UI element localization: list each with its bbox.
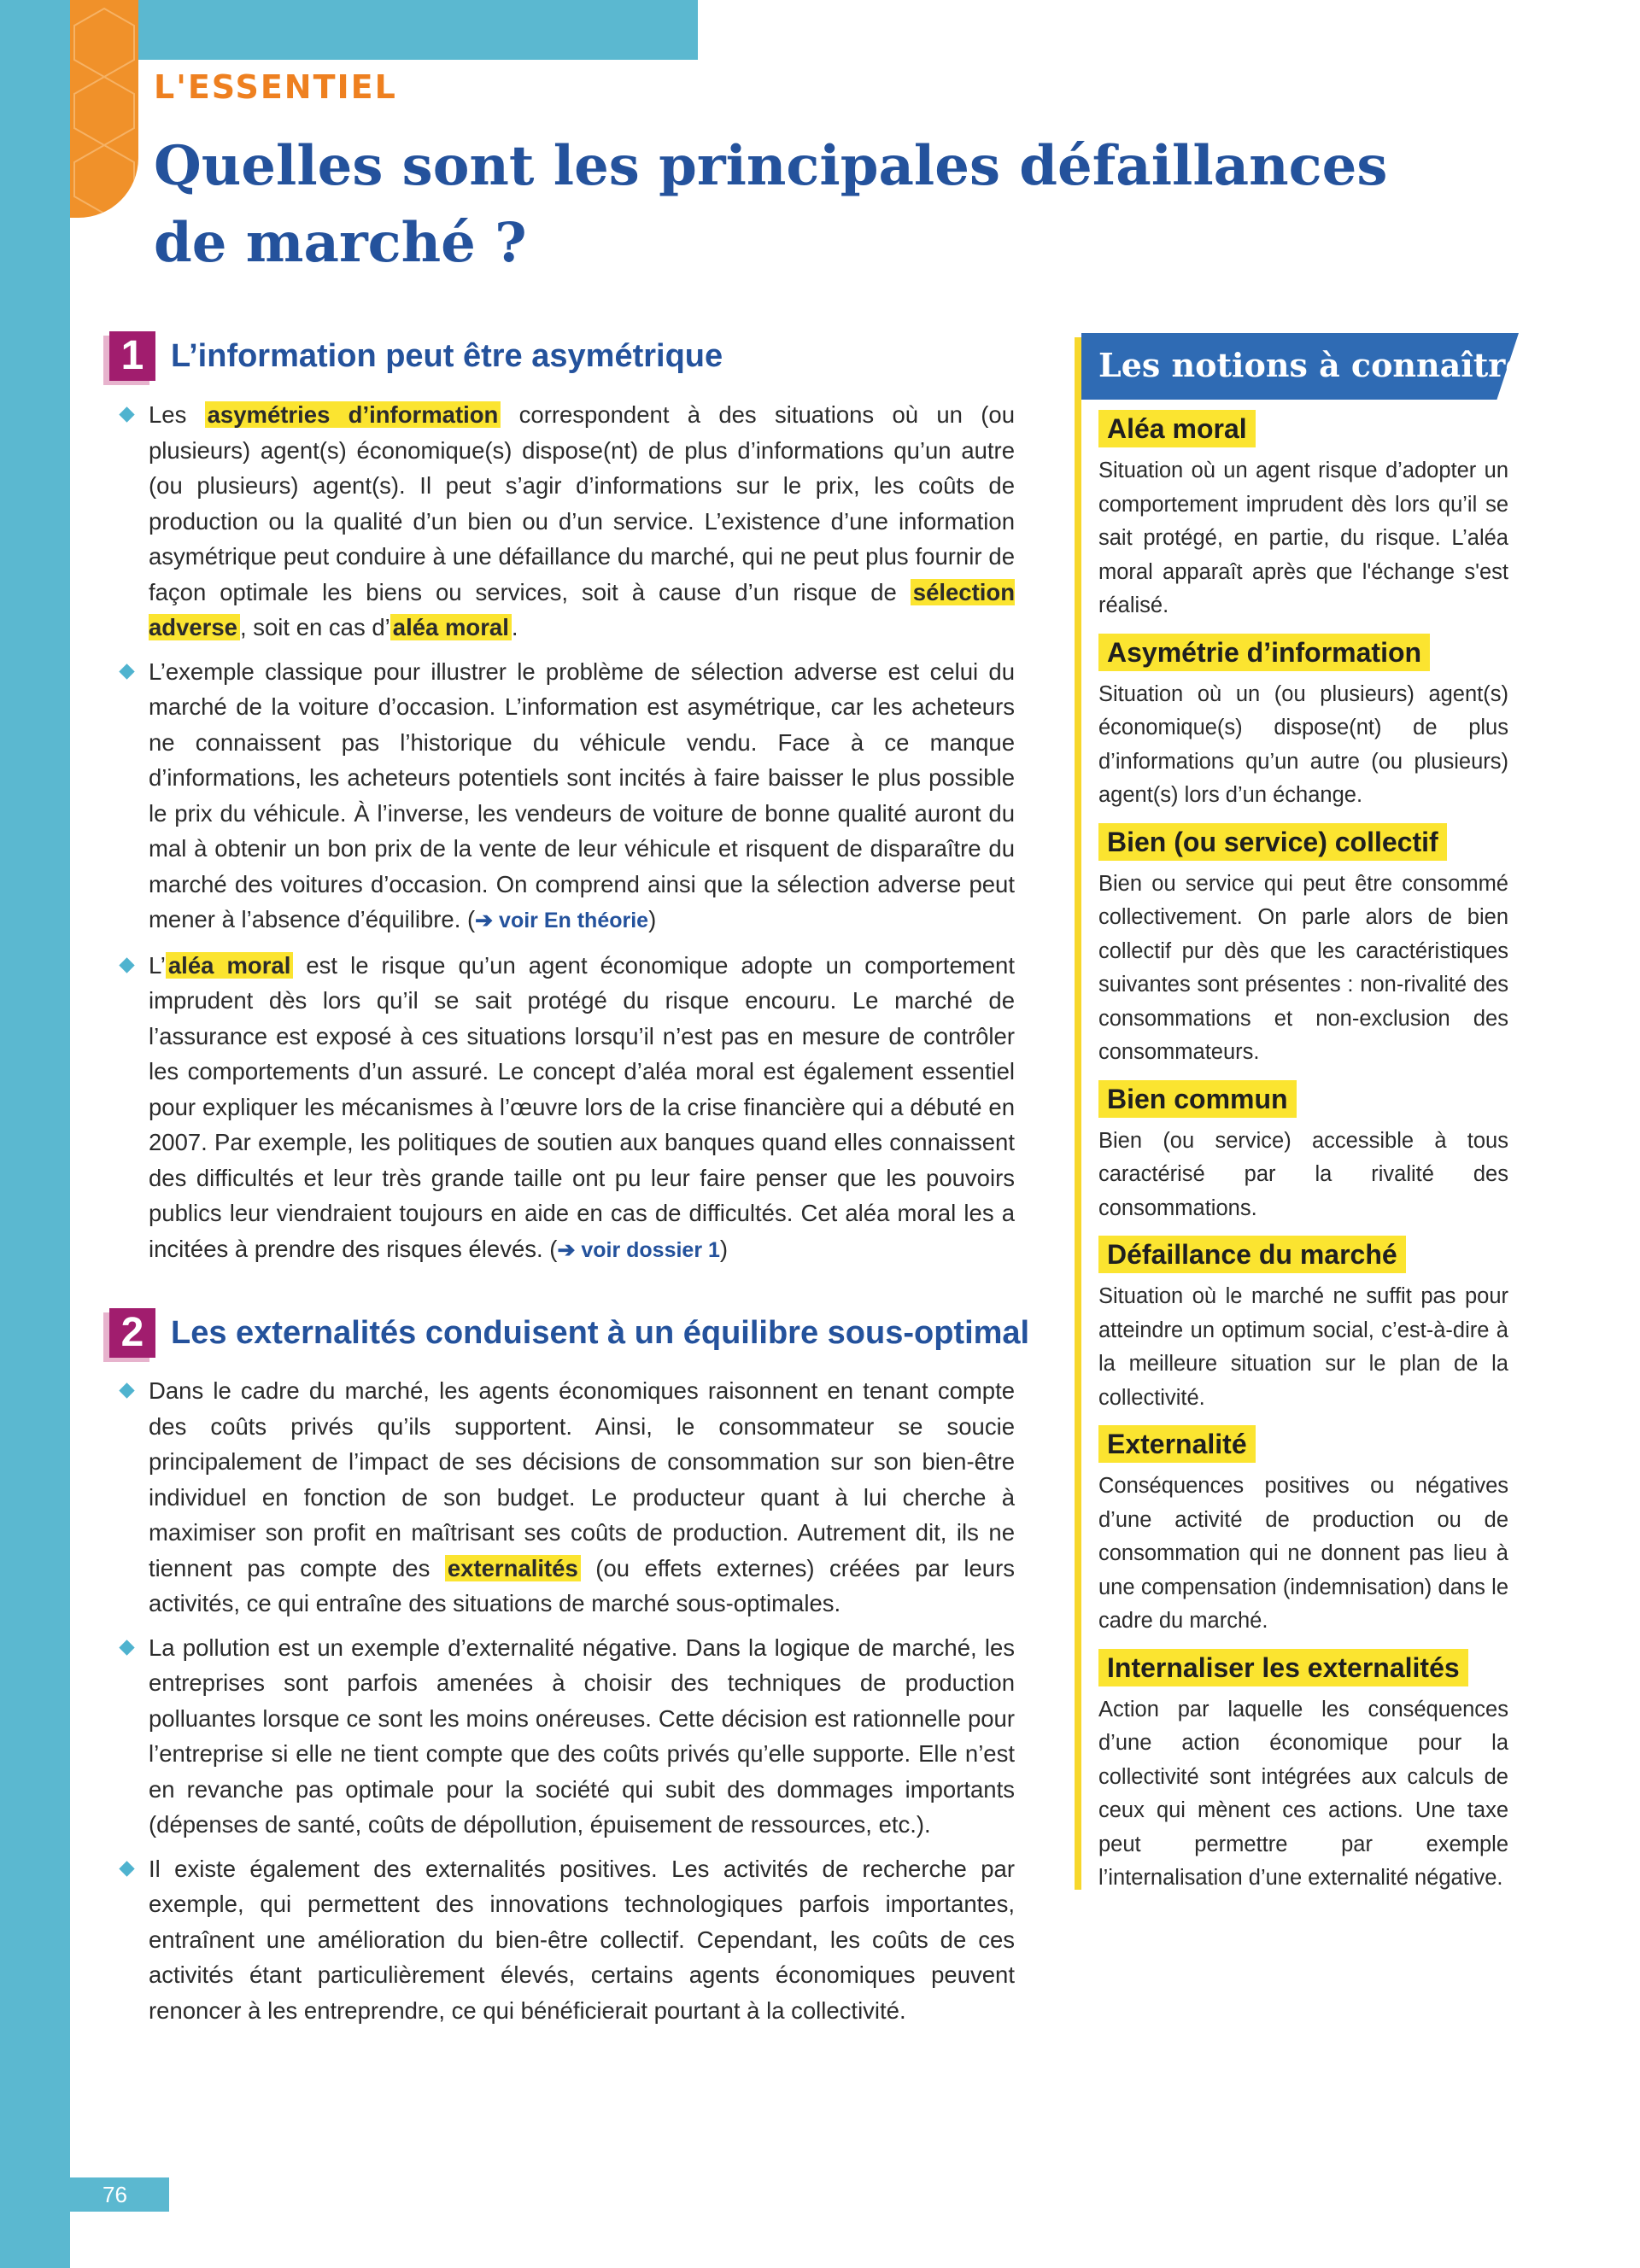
sidebar-title: Les notions à connaître xyxy=(1098,346,1526,384)
bullet-text xyxy=(149,658,1015,933)
highlighted-term: externalités xyxy=(445,1555,581,1581)
glossary-entry xyxy=(1098,1425,1508,1639)
diamond-bullet-icon xyxy=(119,1382,134,1398)
section-title: Les externalités conduisent à un équilibre sous-optimal xyxy=(171,1315,1030,1351)
text-run: Les xyxy=(149,401,205,428)
glossary-term: Bien commun xyxy=(1098,1080,1297,1118)
text-run: Dans le cadre du marché, les agents économiques raisonnent en tenant compte des coûts privés qu’ils supportent. Ainsi, le consommateur se soucie principalement de l’impact de ses décisions de consommation sur son bien-être individuel en fonction de son budget. Le producteur quant à lui cherche à maximiser son profit en maîtrisant ses coûts de production. Autrement dit, ils ne tiennent pas compte des xyxy=(149,1377,1015,1581)
text-run: ) xyxy=(719,1235,729,1262)
top-color-band xyxy=(70,0,698,60)
text-run: correspondent à des situations où un (ou plusieurs) agent(s) économique(s) dispose(nt) de plus d’informations qu’un autre (ou plusieurs) agent(s). Il peut s’agir d’informations sur le prix, les coûts de production ou la qualité d’un bien ou d’un service. L’existence d’une information asymétrique peut conduire à une défaillance du marché, qui ne peut plus fournir de façon optimale les biens ou services, soit à cause d’un risque de xyxy=(149,401,1015,605)
highlighted-term: asymétries d’information xyxy=(205,401,501,428)
glossary-entry xyxy=(1098,410,1508,623)
sidebar-accent-rule xyxy=(1075,337,1081,1890)
bullet-text xyxy=(149,952,1015,1262)
bullet-paragraph xyxy=(120,1630,1015,1843)
text-run: . xyxy=(511,614,518,640)
bullet-paragraph xyxy=(120,948,1015,1269)
text-run: est le risque qu’un agent économique adopte un comportement imprudent dès lors qu’il se sait protégé du risque encouru. Le marché de l’assurance est exposé à ces situations lorsqu’il n’est pas en mesure de contrôler les comportements d’un assuré. Le concept d’aléa moral est également essentiel pour expliquer les mécanismes à l’œuvre lors de la crise financière qui a débuté en 2007. Par exemple, les politiques de soutien aux banques quand elles connaissent des difficultés et leur très grande taille ont pu leur faire penser que les pouvoirs publics leur viendraient toujours en aide en cas de difficultés. Cet aléa moral les a incitées à prendre des risques élevés. ( xyxy=(149,951,1015,1262)
glossary-definition: Bien (ou service) accessible à tous caractérisé par la rivalité des consommations. xyxy=(1098,1128,1508,1220)
glossary-term: Aléa moral xyxy=(1098,410,1256,447)
bullet-paragraph xyxy=(120,654,1015,939)
section-heading-1 xyxy=(109,331,1023,386)
left-color-band xyxy=(0,0,70,2268)
glossary-term: Bien (ou service) collectif xyxy=(1098,823,1447,861)
text-run: , soit en cas d’ xyxy=(239,614,390,640)
text-run: La pollution est un exemple d’externalité négative. Dans la logique de marché, les entreprises sont parfois amenées à choisir des techniques de production polluantes lorsque ce sont les moins onéreuses. Cette décision est rationnelle pour l’entreprise si elle ne tient compte que des coûts privés qu’elle supporte. Elle n’est en revanche pas optimale pour la société qui subit des dommages importants (dépenses de santé, coûts de dépollution, épuisement de ressources, etc.). xyxy=(149,1634,1015,1838)
bullet-text xyxy=(149,1377,1015,1616)
glossary-list xyxy=(1098,410,1508,1906)
section-heading-2 xyxy=(109,1308,1030,1363)
glossary-entry xyxy=(1098,1236,1508,1415)
diamond-bullet-icon xyxy=(119,1640,134,1655)
text-run: L’exemple classique pour illustrer le problème de sélection adverse est celui du marché de la voiture d’occasion. L’information est asymétrique, car les acheteurs ne connaissent pas l’historique du véhicule vendu. Face à ce manque d’informations, les acheteurs potentiels sont incités à faire baisser le plus possible le prix du véhicule. À l’inverse, les vendeurs de voiture de bonne qualité auront du mal à obtenir un bon prix de la vente de leur véhicule et risquent de disparaître du marché des voitures d’occasion. On comprend ainsi que la sélection adverse peut mener à l’absence d’équilibre. ( xyxy=(149,658,1015,932)
highlighted-term: sélection adverse xyxy=(149,578,1015,640)
diamond-bullet-icon xyxy=(119,957,134,973)
section-1-bullets xyxy=(120,397,1015,1277)
text-run: (ou effets externes) créées par leurs activités, ce qui entraîne des situations de marché sous-optimales. xyxy=(149,1554,1015,1616)
glossary-definition: Situation où un agent risque d’adopter un comportement imprudent dès lors qu’il se sait protégé, en partie, du risque. L’aléa moral apparaît après que l'échange s'est réalisé. xyxy=(1098,459,1508,617)
glossary-entry xyxy=(1098,634,1508,813)
text-run: ) xyxy=(648,906,657,932)
glossary-term: Défaillance du marché xyxy=(1098,1236,1406,1273)
text-run: L’ xyxy=(149,951,166,979)
glossary-entry xyxy=(1098,1649,1508,1896)
page-number: 76 xyxy=(70,2177,169,2212)
section-number-badge: 1 xyxy=(109,331,155,381)
highlighted-term: aléa moral xyxy=(390,614,512,640)
diamond-bullet-icon xyxy=(119,1861,134,1876)
glossary-entry xyxy=(1098,1080,1508,1226)
bullet-paragraph xyxy=(120,1851,1015,2029)
glossary-entry xyxy=(1098,823,1508,1070)
glossary-definition: Situation où le marché ne suffit pas pour atteindre un optimum social, c’est-à-dire à la meilleure situation sur le plan de la collectivité. xyxy=(1098,1284,1508,1410)
section-2-bullets xyxy=(120,1373,1015,2037)
glossary-definition: Conséquences positives ou négatives d’une activité de production ou de consommation qui ne donnent pas lieu à une compensation (indemnisation) dans le cadre du marché. xyxy=(1098,1474,1508,1633)
cross-reference-link: ➔ voir dossier 1 xyxy=(557,1237,720,1262)
glossary-definition: Bien ou service qui peut être consommé collectivement. On parle alors de bien collectif pur dès que les caractéristiques suivantes sont présentes : non-rivalité des consommations et non-exclusion des consommateurs. xyxy=(1098,871,1508,1064)
glossary-term: Externalité xyxy=(1098,1425,1256,1463)
bullet-text xyxy=(149,1856,1015,2024)
decorative-hexagon-pattern xyxy=(70,0,138,218)
bullet-paragraph xyxy=(120,397,1015,646)
glossary-term: Asymétrie d’information xyxy=(1098,634,1430,671)
cross-reference-link: ➔ voir En théorie xyxy=(475,909,649,932)
bullet-paragraph xyxy=(120,1373,1015,1622)
glossary-definition: Situation où un (ou plusieurs) agent(s) économique(s) dispose(nt) de plus d’informations qu’un autre (ou plusieurs) agent(s) lors d’un échange. xyxy=(1098,681,1508,807)
bullet-text xyxy=(149,401,1015,640)
text-run: Il existe également des externalités positives. Les activités de recherche par exemple, qui permettent des innovations technologiques parfois importantes, entraînent une amélioration du bien-être collectif. Cependant, les coûts de ces activités étant particulièrement élevés, certains agents économiques peuvent renoncer à les entreprendre, ce qui bénéficierait pourtant à la collectivité. xyxy=(149,1855,1015,2024)
section-number-badge: 2 xyxy=(109,1308,155,1358)
diamond-bullet-icon xyxy=(119,663,134,679)
section-eyebrow: L'ESSENTIEL xyxy=(154,68,397,106)
page-title: Quelles sont les principales défaillances de marché ? xyxy=(154,134,1388,275)
section-title: L’information peut être asymétrique xyxy=(171,338,723,374)
bullet-text xyxy=(149,1634,1015,1838)
diamond-bullet-icon xyxy=(119,406,134,422)
highlighted-term: aléa moral xyxy=(166,952,293,979)
glossary-term: Internaliser les externalités xyxy=(1098,1649,1468,1686)
glossary-definition: Action par laquelle les conséquences d’une action économique pour la collectivité sont intégrées aux calculs de ceux qui mènent ces actions. Une taxe peut permettre par exemple l’internalisation d’une externalité négative. xyxy=(1098,1697,1508,1890)
